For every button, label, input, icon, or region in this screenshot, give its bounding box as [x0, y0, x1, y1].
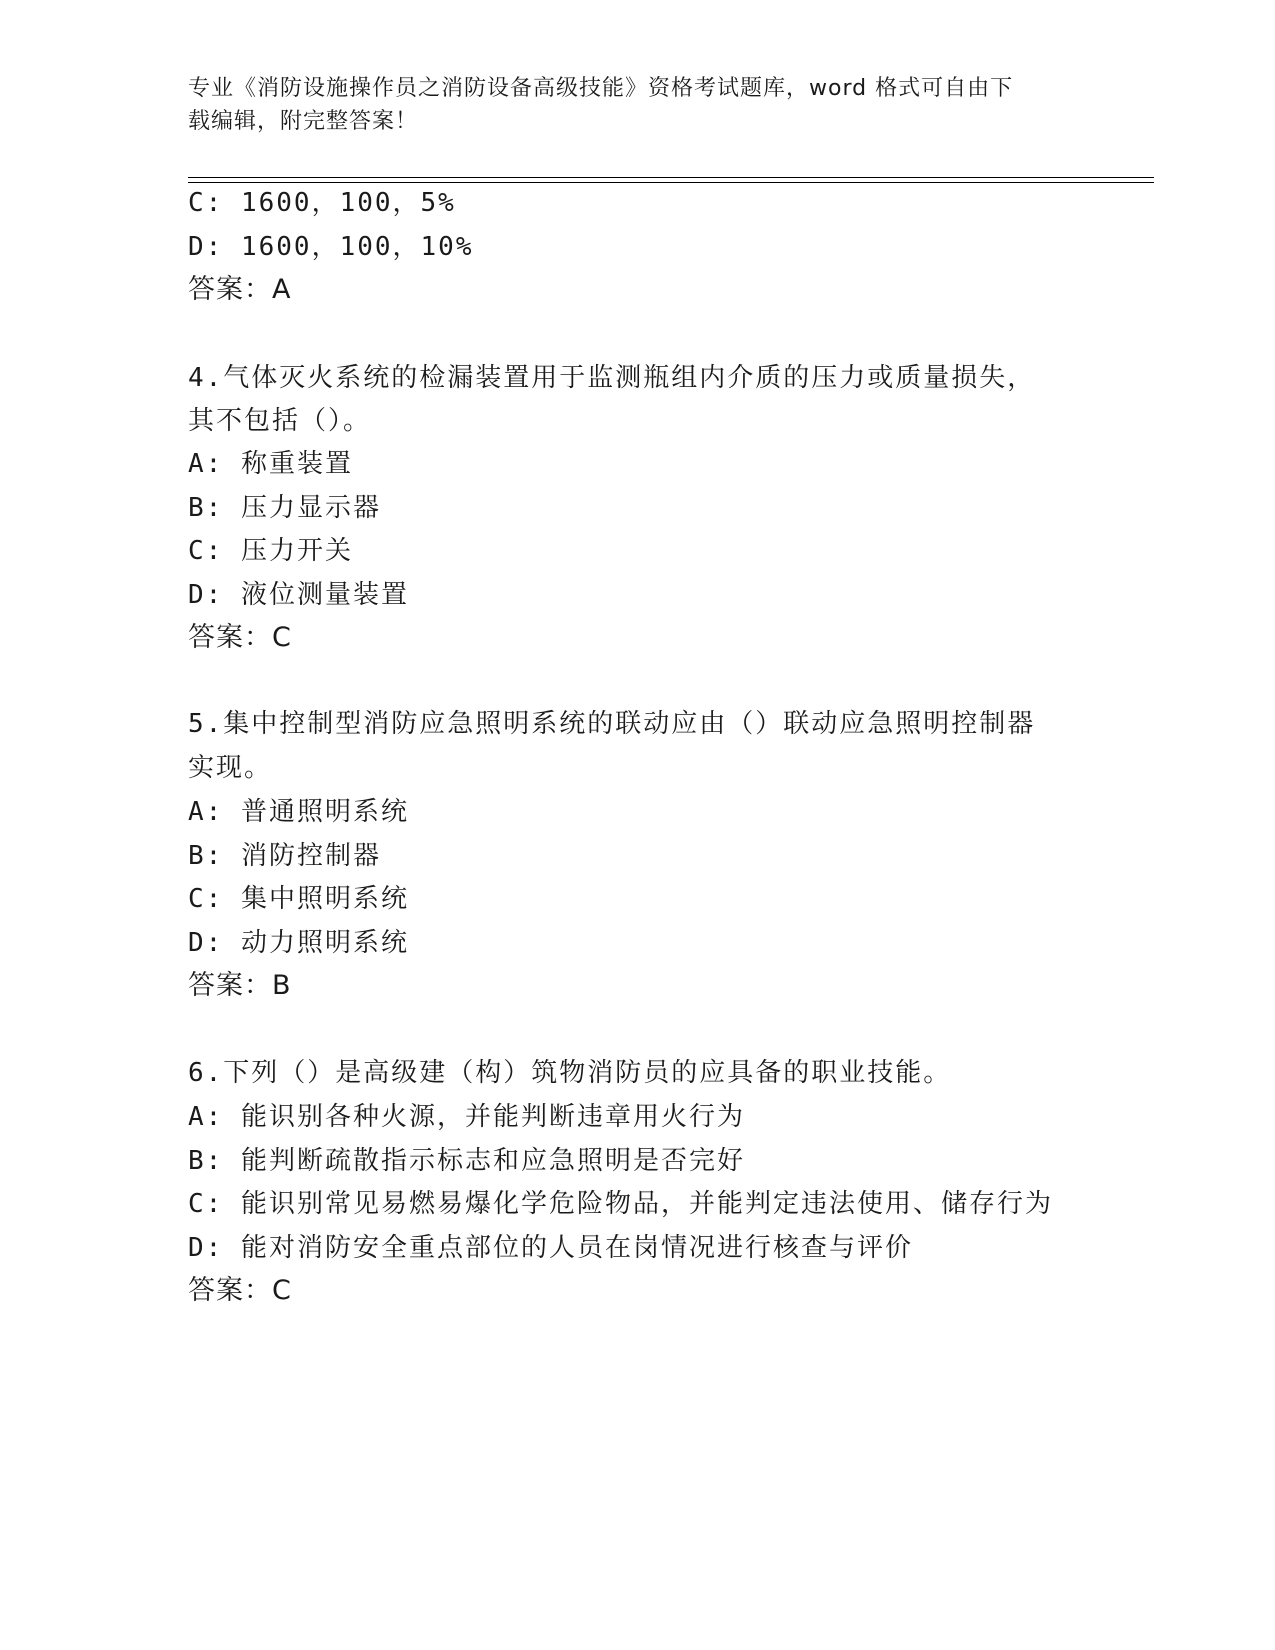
- header-divider-bottom: [188, 182, 1154, 183]
- header-line-2: 载编辑，附完整答案！: [188, 109, 419, 134]
- q3-option-c: C: 1600，100，5%: [188, 188, 456, 218]
- q3-answer: 答案：A: [188, 274, 292, 305]
- q4-answer: 答案：C: [188, 622, 292, 653]
- q6-stem-line-1: 6.下列（）是高级建（构）筑物消防员的应具备的职业技能。: [188, 1058, 952, 1088]
- header-line-1: 专业《消防设施操作员之消防设备高级技能》资格考试题库，word 格式可自由下: [188, 76, 1014, 101]
- q5-answer: 答案：B: [188, 970, 292, 1001]
- q3-option-d: D: 1600，100，10%: [188, 232, 474, 262]
- q6-option-d: D: 能对消防安全重点部位的人员在岗情况进行核查与评价: [188, 1233, 913, 1263]
- q5-option-b: B: 消防控制器: [188, 841, 381, 871]
- q4-option-d: D: 液位测量装置: [188, 580, 409, 610]
- q5-stem-line-2: 实现。: [188, 753, 273, 783]
- q4-option-a: A: 称重装置: [188, 449, 353, 479]
- q5-option-a: A: 普通照明系统: [188, 797, 409, 827]
- q4-stem-line-1: 4.气体灭火系统的检漏装置用于监测瓶组内介质的压力或质量损失，: [188, 363, 1036, 393]
- q5-option-d: D: 动力照明系统: [188, 928, 409, 958]
- q5-stem-line-1: 5.集中控制型消防应急照明系统的联动应由（）联动应急照明控制器: [188, 709, 1036, 739]
- q6-answer: 答案：C: [188, 1275, 292, 1306]
- q4-option-b: B: 压力显示器: [188, 493, 381, 523]
- q6-option-a: A: 能识别各种火源，并能判断违章用火行为: [188, 1102, 745, 1132]
- document-header: [188, 72, 1088, 138]
- q6-option-b: B: 能判断疏散指示标志和应急照明是否完好: [188, 1146, 745, 1176]
- q6-option-c: C: 能识别常见易燃易爆化学危险物品，并能判定违法使用、储存行为: [188, 1189, 1053, 1219]
- q4-option-c: C: 压力开关: [188, 536, 353, 566]
- q4-stem-line-2: 其不包括（）。: [188, 406, 372, 436]
- header-divider-top: [188, 177, 1154, 178]
- q5-option-c: C: 集中照明系统: [188, 884, 409, 914]
